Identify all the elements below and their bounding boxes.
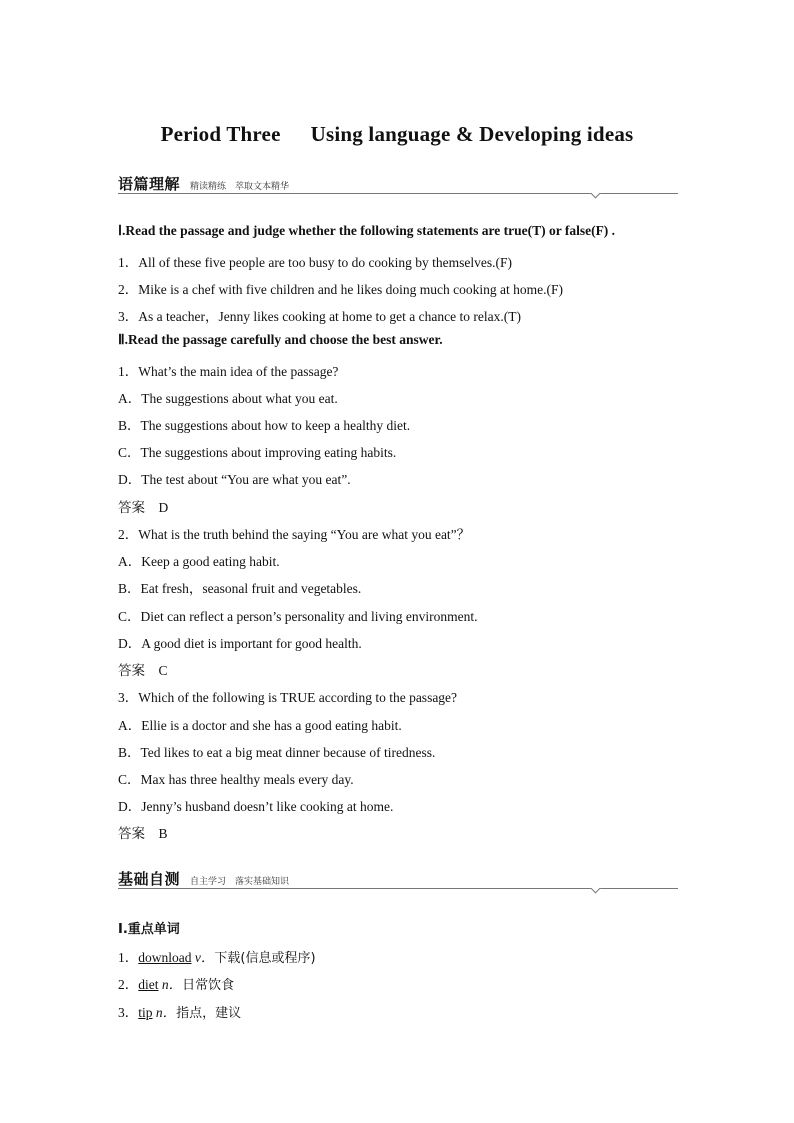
answer-option: C．Max has three healthy meals every day. (118, 772, 354, 787)
vocab-number: 2． (118, 977, 139, 992)
question-stem: 2．What is the truth behind the saying “You are what you eat”？ (118, 527, 471, 542)
banner-sub-label: 自主学习 落实基础知识 (190, 877, 290, 887)
section-banner-basics (118, 868, 678, 890)
page-title (0, 122, 794, 147)
answer-option: B．The suggestions about how to keep a healthy diet. (118, 418, 411, 433)
vocab-meaning: 日常饮食 (182, 978, 235, 993)
title-part2: Using language & Developing ideas (310, 122, 634, 146)
vocab-pos: n． (155, 1005, 177, 1020)
answer-option: D．A good diet is important for good health. (118, 636, 362, 651)
answer-key: 答案 D (118, 500, 169, 515)
answer-option: B．Eat fresh，seasonal fruit and vegetables. (118, 581, 362, 596)
statement-item: 1．All of these five people are too busy to do cooking by themselves.(F) (118, 255, 513, 270)
vocab-word: diet (138, 977, 159, 992)
answer-option: D．The test about “You are what you eat”. (118, 472, 351, 487)
section1-heading: Ⅰ.Read the passage and judge whether the following statements are true(T) or false(F) . (118, 223, 616, 238)
banner-chevron-icon (591, 884, 601, 894)
vocab-item (118, 1001, 241, 1021)
statement-item: 2．Mike is a chef with five children and he likes doing much cooking at home.(F) (118, 282, 564, 297)
banner-main-label: 基础自测 (118, 870, 181, 888)
vocab-number: 3． (118, 1005, 139, 1020)
answer-option: A．Keep a good eating habit. (118, 554, 280, 569)
question-stem: 1．What’s the main idea of the passage? (118, 364, 339, 379)
vocab-word: download (138, 950, 192, 965)
answer-option: B．Ted likes to eat a big meat dinner because of tiredness. (118, 745, 436, 760)
answer-option: C．The suggestions about improving eating habits. (118, 445, 397, 460)
banner-chevron-icon (591, 189, 601, 199)
answer-option: A．The suggestions about what you eat. (118, 391, 338, 406)
answer-key: 答案 C (118, 663, 168, 678)
statement-item: 3．As a teacher，Jenny likes cooking at home to get a chance to relax.(T) (118, 309, 521, 324)
vocab-pos: n． (161, 977, 183, 992)
answer-key: 答案 B (118, 826, 168, 841)
banner-main-label: 语篇理解 (118, 175, 181, 193)
vocab-item (118, 946, 316, 966)
section2-heading: Ⅱ.Read the passage carefully and choose the best answer. (118, 332, 443, 347)
vocab-pos: v． (194, 950, 215, 965)
vocab-number: 1． (118, 950, 139, 965)
title-part1: Period Three (160, 122, 281, 146)
question-stem: 3．Which of the following is TRUE according to the passage? (118, 690, 458, 705)
section-banner-reading (118, 173, 678, 195)
answer-option: A．Ellie is a doctor and she has a good eating habit. (118, 718, 402, 733)
answer-option: D．Jenny’s husband doesn’t like cooking at home. (118, 799, 394, 814)
banner-sub-label: 精读精练 萃取文本精华 (190, 182, 290, 192)
section3-heading: Ⅰ.重点单词 (118, 922, 180, 937)
vocab-meaning: 指点，建议 (176, 1006, 242, 1021)
answer-option: C．Diet can reflect a person’s personality and living environment. (118, 609, 478, 624)
vocab-word: tip (138, 1005, 153, 1020)
vocab-meaning: 下载(信息或程序) (214, 951, 316, 966)
vocab-item (118, 973, 234, 993)
